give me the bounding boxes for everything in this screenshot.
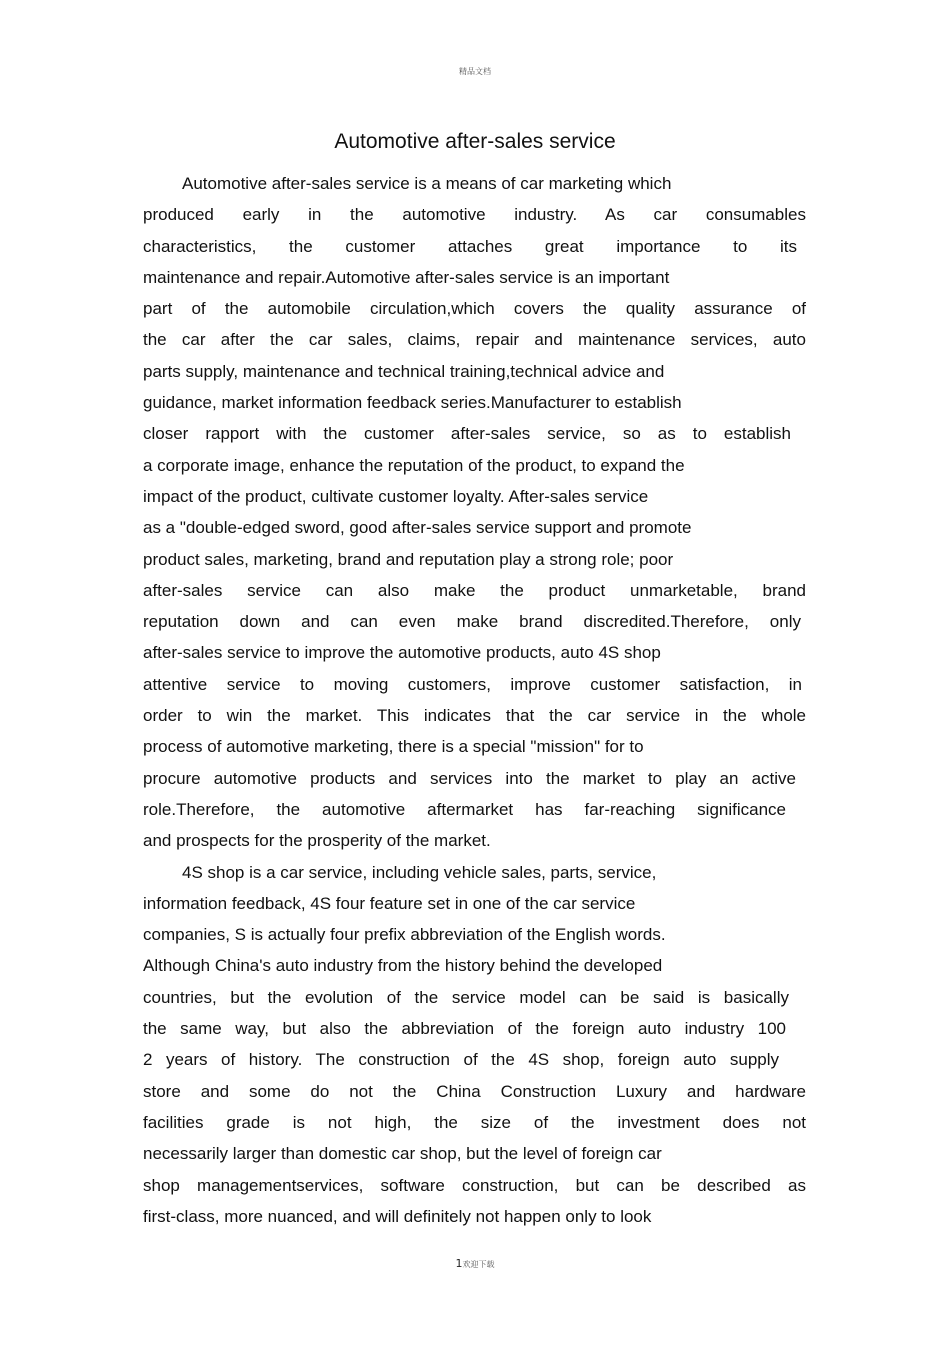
text-line: after-sales service to improve the automotive products, auto 4S shop <box>143 643 661 663</box>
text-line: procure automotive products and services into the market to play an active <box>143 768 796 788</box>
text-line: Automotive after-sales service is a means of car marketing which <box>182 174 672 193</box>
document-title: Automotive after-sales service <box>334 130 616 153</box>
text-line: countries, but the evolution of the service model can be said is basically <box>143 987 789 1007</box>
header-watermark: 精品文档 <box>459 67 491 76</box>
text-line: parts supply, maintenance and technical training,technical advice and <box>143 361 665 381</box>
text-line: the same way, but also the abbreviation of the foreign auto industry 100 <box>143 1019 786 1039</box>
text-line: a corporate image, enhance the reputation of the product, to expand the <box>143 455 685 475</box>
text-line: as a "double-edged sword, good after-sales service support and promote <box>143 518 692 538</box>
page-number: 1 <box>455 1257 463 1270</box>
text-line: facilities grade is not high, the size of the investment does not <box>143 1112 806 1132</box>
text-line: process of automotive marketing, there is a special "mission" for to <box>143 737 644 757</box>
text-line: product sales, marketing, brand and reputation play a strong role; poor <box>143 549 674 569</box>
text-line: 4S shop is a car service, including vehicle sales, parts, service, <box>182 862 657 882</box>
text-line: closer rapport with the customer after-sales service, so as to establish <box>143 424 791 444</box>
text-line: information feedback, 4S four feature set in one of the car service <box>143 893 636 913</box>
text-line: part of the automobile circulation,which covers the quality assurance of <box>143 299 806 319</box>
text-line: Although China's auto industry from the history behind the developed <box>143 956 663 976</box>
document-body <box>143 168 806 1232</box>
text-line: store and some do not the China Construction Luxury and hardware <box>143 1081 806 1101</box>
text-line: necessarily larger than domestic car shop, but the level of foreign car <box>143 1144 662 1164</box>
footer-watermark: 欢迎下载 <box>462 1260 495 1269</box>
text-line: impact of the product, cultivate customer loyalty. After-sales service <box>143 486 649 506</box>
text-line: shop managementservices, software construction, but can be described as <box>143 1175 806 1195</box>
text-line: maintenance and repair.Automotive after-sales service is an important <box>143 267 670 287</box>
text-line: produced early in the automotive industry. As car consumables <box>143 205 806 225</box>
text-line: first-class, more nuanced, and will definitely not happen only to look <box>143 1206 652 1226</box>
text-line: 2 years of history. The construction of the 4S shop, foreign auto supply <box>143 1050 779 1070</box>
footer <box>0 1257 950 1270</box>
text-line: and prospects for the prosperity of the market. <box>143 831 491 851</box>
text-line: guidance, market information feedback series.Manufacturer to establish <box>143 393 682 413</box>
text-line: reputation down and can even make brand discredited.Therefore, only <box>143 612 801 632</box>
text-line: order to win the market. This indicates that the car service in the whole <box>143 706 806 726</box>
text-line: attentive service to moving customers, improve customer satisfaction, in <box>143 674 802 694</box>
text-line: role.Therefore, the automotive aftermarket has far-reaching significance <box>143 799 786 819</box>
text-line: characteristics, the customer attaches great importance to its <box>143 236 797 256</box>
text-line: after-sales service can also make the product unmarketable, brand <box>143 580 806 600</box>
text-line: companies, S is actually four prefix abbreviation of the English words. <box>143 925 666 945</box>
text-line: the car after the car sales, claims, repair and maintenance services, auto <box>143 330 806 350</box>
